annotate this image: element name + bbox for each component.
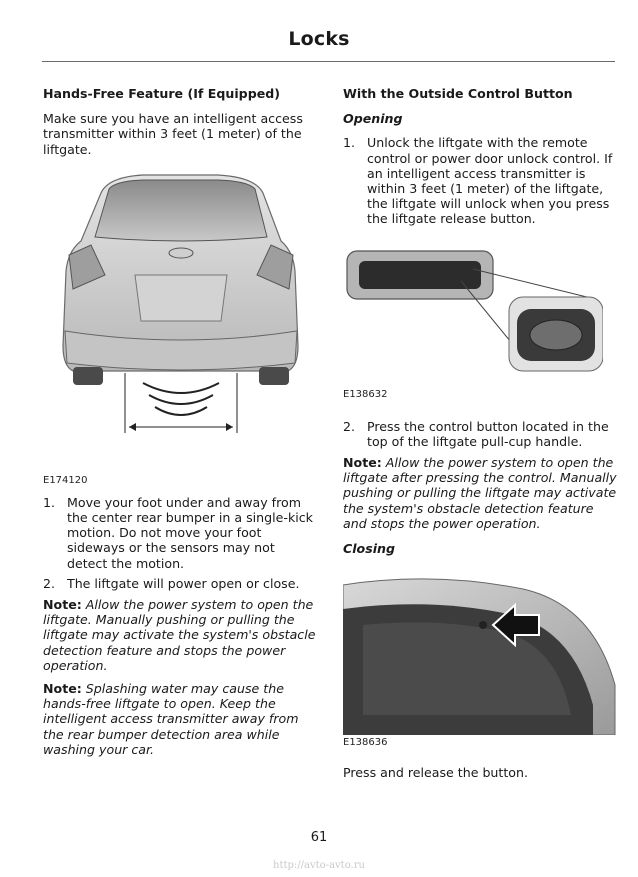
liftgate-interior-illustration <box>343 565 618 761</box>
figure-code: E174120 <box>43 474 88 486</box>
watermark: http://avto-avto.ru <box>273 860 365 871</box>
pull-cup-handle-svg <box>343 239 603 399</box>
car-rear-svg <box>43 171 318 471</box>
figure-code: E138632 <box>343 388 388 400</box>
car-rear-illustration <box>43 171 318 549</box>
page-number: 61 <box>310 830 328 845</box>
list-item: 1. Move your foot under and away from the center rear bumper in a single-kick motion. Do not move your foot sideways or the sensors may not detect the motion. <box>43 494 313 571</box>
steps-list <box>343 135 618 226</box>
section-heading: With the Outside Control Button <box>343 86 573 101</box>
right-column <box>343 86 618 788</box>
section-heading: Hands-Free Feature (If Equipped) <box>43 86 281 101</box>
list-item: 2. Press the control button located in the top of the liftgate pull-cup handle. <box>343 418 609 449</box>
liftgate-interior-svg <box>343 565 618 735</box>
note-paragraph: Note: Allow the power system to open the liftgate. Manually pushing or pulling the liftgate may activate the system's obstacle detection feature and stops the power operation. <box>43 597 316 673</box>
note-paragraph: Note: Splashing water may cause the hands-free liftgate to open. Keep the intelligent access transmitter away from the rear bumper detection area while washing your car. <box>43 681 299 757</box>
pull-cup-handle-illustration <box>343 239 618 419</box>
closing-subheading: Closing <box>343 541 396 557</box>
figure-code: E138636 <box>343 737 388 749</box>
note-paragraph: Note: Allow the power system to open the liftgate after pressing the control. Manually pushing or pulling the liftgate may activate the system's obstacle detection feature and stops the power operation. <box>343 455 617 531</box>
closing-instruction: Press and release the button. <box>343 765 528 781</box>
steps-list <box>43 495 318 591</box>
intro-paragraph: Make sure you have an intelligent access transmitter within 3 feet (1 meter) of the liftgate. <box>43 111 303 157</box>
left-column <box>43 86 318 765</box>
steps-list <box>343 419 618 449</box>
page-title: Locks <box>288 28 350 50</box>
header-rule <box>42 61 615 62</box>
opening-subheading: Opening <box>343 111 403 127</box>
list-item: 1. Unlock the liftgate with the remote control or power door unlock control. If an intelligent access transmitter is within 3 feet (1 meter) of the liftgate, the liftgate will unlock when you press the liftgate release button. <box>343 135 613 227</box>
list-item: 2. The liftgate will power open or close. <box>43 575 300 591</box>
